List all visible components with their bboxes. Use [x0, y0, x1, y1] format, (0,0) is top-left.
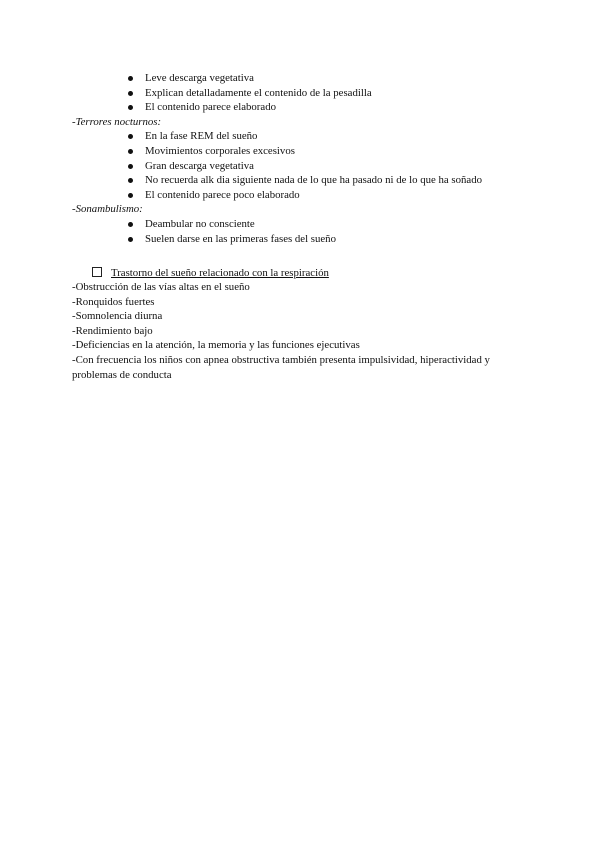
respiracion-lines: [0, 280, 600, 382]
list-item: Leve descarga vegetativa: [0, 71, 600, 86]
text-line: -Somnolencia diurna: [72, 310, 163, 323]
text-line: -Ronquidos fuertes: [72, 295, 155, 308]
text-line: -Con frecuencia los niños con apnea obstructiva también presenta impulsividad, hiperactividad y problemas de conducta: [72, 353, 490, 381]
pesadillas-list-block: [0, 71, 600, 246]
sonambulismo-heading: -Sonambulismo:: [72, 203, 143, 216]
list-item: Explican detalladamente el contenido de la pesadilla: [0, 86, 600, 101]
list-item: Suelen darse en las primeras fases del sueño: [0, 232, 600, 247]
section-title-text: Trastorno del sueño relacionado con la respiración: [111, 267, 329, 279]
list-item: El contenido parece poco elaborado: [0, 188, 600, 203]
pesadillas-bullet-list: [0, 71, 600, 115]
list-item: Movimientos corporales excesivos: [0, 144, 600, 159]
checkbox-icon: [92, 267, 102, 277]
terrores-bullet-list: [0, 129, 600, 202]
list-item: El contenido parece elaborado: [0, 100, 600, 115]
terrores-nocturnos-heading: -Terrores nocturnos:: [72, 115, 162, 128]
text-line: -Deficiencias en la atención, la memoria y las funciones ejecutivas: [72, 339, 360, 352]
list-item: En la fase REM del sueño: [0, 129, 600, 144]
list-item: No recuerda alk dia siguiente nada de lo que ha pasado ni de lo que ha soñado: [0, 173, 600, 188]
respiracion-section-title: [92, 266, 329, 281]
sonambulismo-bullet-list: [0, 217, 600, 246]
text-line: -Rendimiento bajo: [72, 324, 153, 337]
list-item: Gran descarga vegetativa: [0, 159, 600, 174]
list-item: Deambular no consciente: [0, 217, 600, 232]
text-line: -Obstrucción de las vías altas en el sueño: [72, 281, 250, 293]
